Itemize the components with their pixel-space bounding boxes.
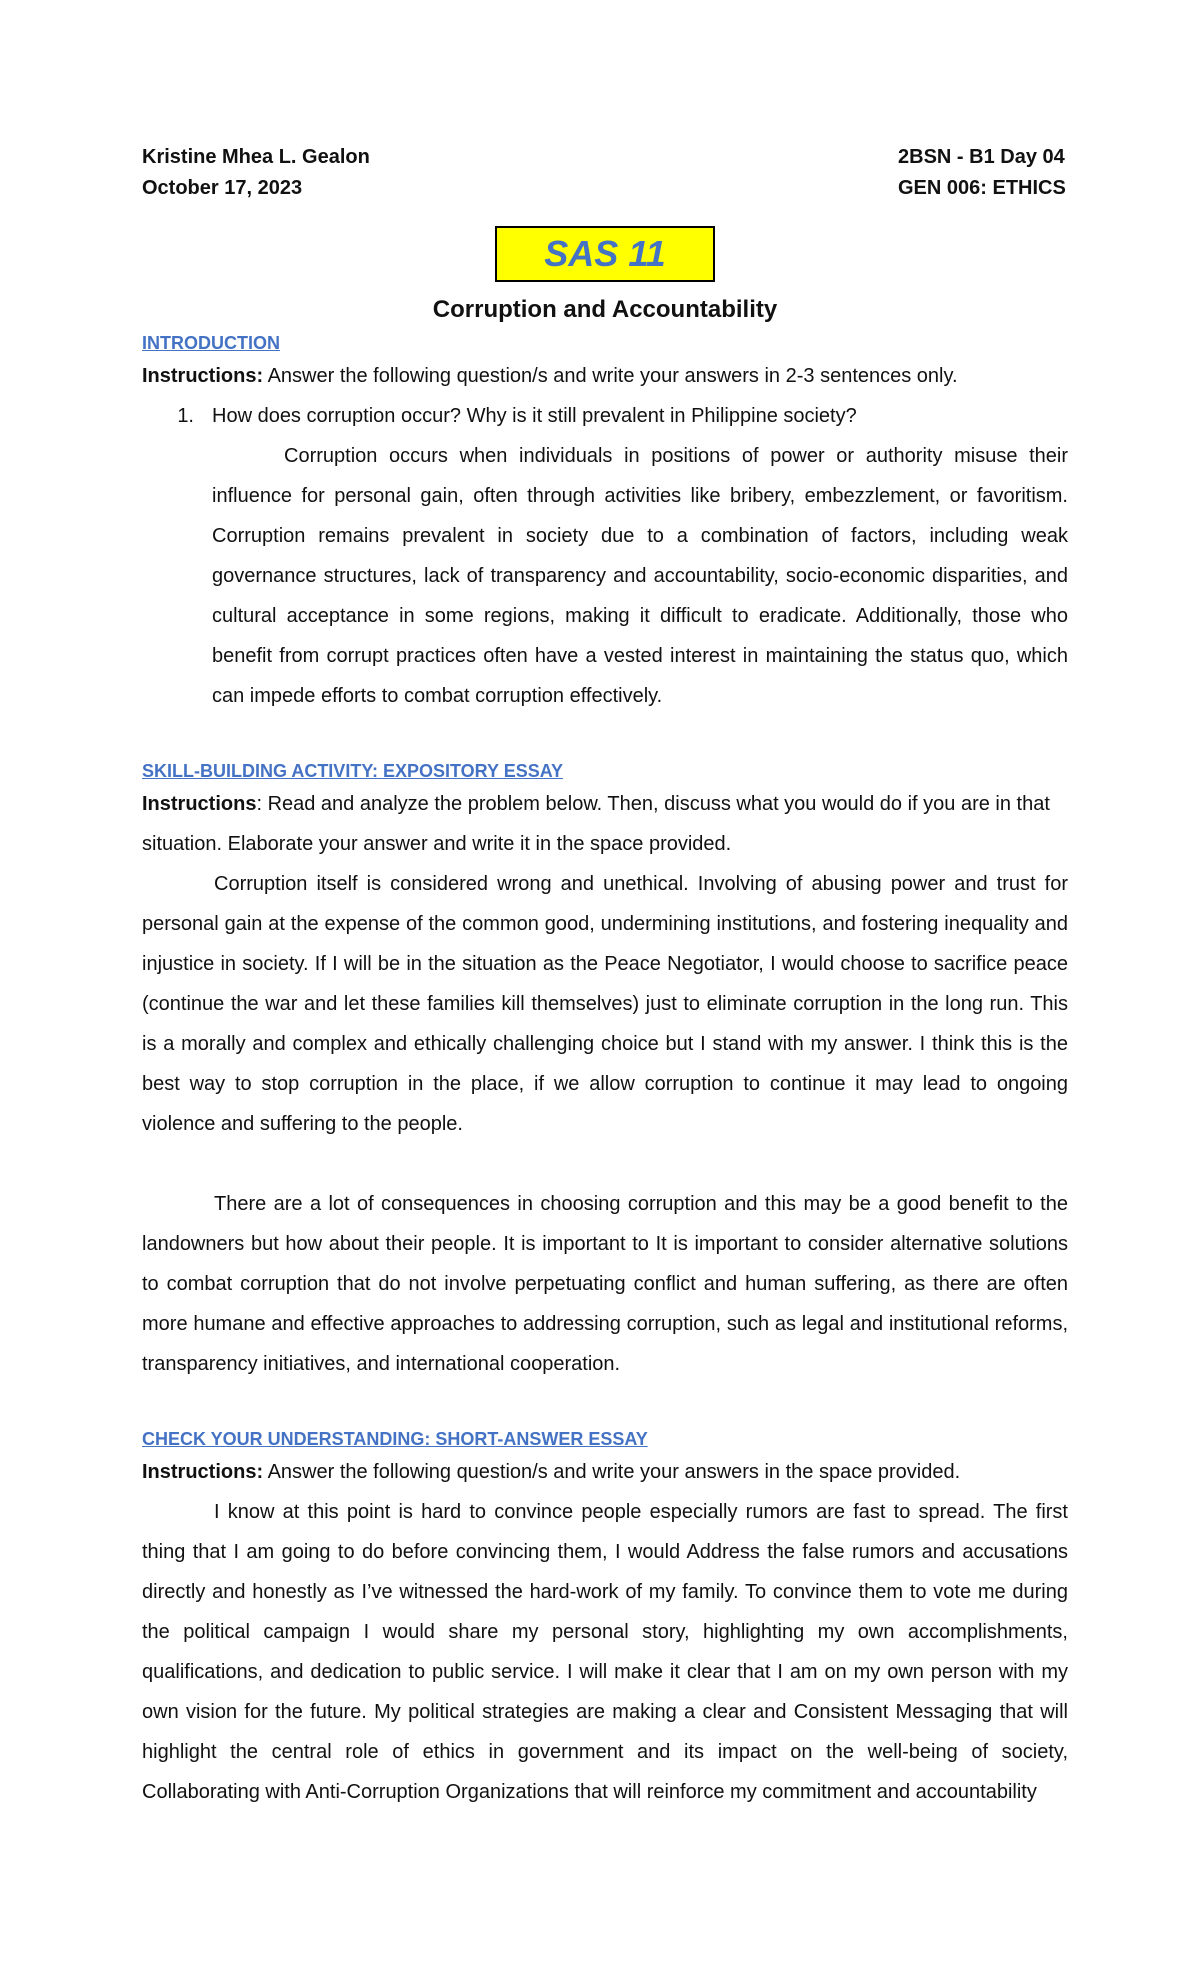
skill-instructions <box>142 784 1068 864</box>
check-paragraph-1: I know at this point is hard to convince people especially rumors are fast to spread. The first thing that I am going to do before convincing them, I would Address the false rumors and accusations directly and honestly as I’ve witnessed the hard-work of my family. To convince them to vote me during the political campaign I would share my personal story, highlighting my own accomplishments, qualifications, and dedication to public service. I will make it clear that I am on my own person with my own vision for the future. My political strategies are making a clear and Consistent Messaging that will highlight the central role of ethics in government and its impact on the well-being of society, Collaborating with Anti-Corruption Organizations that will reinforce my commitment and accountability <box>142 1501 1068 1803</box>
class-day: 2BSN - B1 Day 04 <box>898 146 1065 168</box>
header-row-2 <box>142 173 1068 204</box>
spacer <box>142 716 1068 756</box>
intro-instr-label: Instructions: <box>142 365 264 387</box>
spacer <box>142 1384 1068 1424</box>
question-number: 1. <box>177 405 194 427</box>
document-title: Corruption and Accountability <box>432 296 778 323</box>
check-instr-label: Instructions: <box>142 1461 264 1483</box>
student-name: Kristine Mhea L. Gealon <box>142 146 370 168</box>
header-row-1 <box>142 142 1068 173</box>
skill-heading: SKILL-BUILDING ACTIVITY: EXPOSITORY ESSAY <box>142 761 564 781</box>
skill-paragraph-2: There are a lot of consequences in choosing corruption and this may be a good benefit to the landowners but how about their people. It is important to It is important to consider alternative solutions to combat corruption that do not involve perpetuating conflict and human suffering, as there are often more humane and effective approaches to addressing corruption, such as legal and institutional reforms, transparency initiatives, and international cooperation. <box>142 1193 1068 1375</box>
intro-instr-text: Answer the following question/s and write your answers in 2-3 sentences only. <box>263 365 958 387</box>
document-content <box>142 142 1068 1812</box>
skill-instr-label: Instructions <box>142 793 257 815</box>
question-item <box>142 396 1068 436</box>
spacer <box>142 1144 1068 1184</box>
intro-answer: Corruption occurs when individuals in positions of power or authority misuse their influence for personal gain, often through activities like bribery, embezzlement, or favoritism. Corruption remains prevalent in society due to a combination of factors, including weak governance structures, lack of transparency and accountability, socio-economic disparities, and cultural acceptance in some regions, making it difficult to eradicate. Additionally, those who benefit from corrupt practices often have a vested interest in maintaining the status quo, which can impede efforts to combat corruption effectively. <box>212 445 1068 707</box>
check-instructions <box>142 1452 1068 1492</box>
intro-heading: INTRODUCTION <box>142 333 280 353</box>
check-heading: CHECK YOUR UNDERSTANDING: SHORT-ANSWER ESSAY <box>142 1429 648 1449</box>
sas-badge: SAS 11 <box>495 226 715 282</box>
intro-instructions <box>142 356 1068 396</box>
question-text: How does corruption occur? Why is it still prevalent in Philippine society? <box>212 405 857 427</box>
submission-date: October 17, 2023 <box>142 177 303 199</box>
course-code: GEN 006: ETHICS <box>898 177 1066 199</box>
check-instr-text: Answer the following question/s and write your answers in the space provided. <box>263 1461 961 1483</box>
skill-instr-text: : Read and analyze the problem below. Then, discuss what you would do if you are in that situation. Elaborate your answer and write it in the space provided. <box>142 793 1050 855</box>
skill-paragraph-1: Corruption itself is considered wrong and unethical. Involving of abusing power and trust for personal gain at the expense of the common good, undermining institutions, and fostering inequality and injustice in society. If I will be in the situation as the Peace Negotiator, I would choose to sacrifice peace (continue the war and let these families kill themselves) just to eliminate corruption in the long run. This is a morally and complex and ethically challenging choice but I stand with my answer. I think this is the best way to stop corruption in the place, if we allow corruption to continue it may lead to ongoing violence and suffering to the people. <box>142 873 1068 1135</box>
